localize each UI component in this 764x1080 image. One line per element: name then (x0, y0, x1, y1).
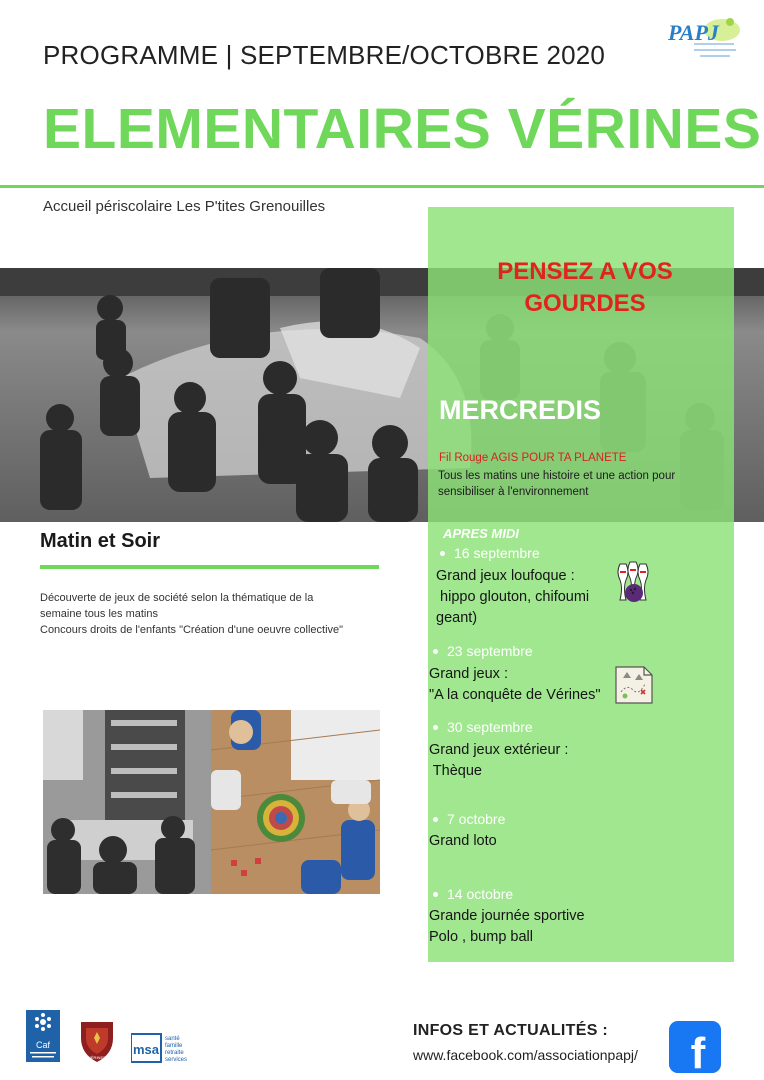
msa-logo (131, 1032, 201, 1064)
event-description (429, 740, 568, 782)
event-description (429, 906, 585, 948)
facebook-icon[interactable] (669, 1021, 721, 1073)
event-date-text: 16 septembre (454, 545, 540, 561)
fil-rouge-description: Tous les matins une histoire et une action pour sensibiliser à l'environnement (438, 470, 676, 498)
page-subtitle: Accueil périscolaire Les P'tites Grenouilles (43, 198, 326, 215)
event-line: Thèque (429, 763, 482, 779)
papj-logo-text: PAPJ (668, 20, 719, 45)
title-divider (0, 185, 764, 188)
msa-line: santé (165, 1036, 180, 1042)
facebook-url-link[interactable]: www.facebook.com/associationpapj/ (413, 1047, 638, 1063)
section-title-matin-soir: Matin et Soir (40, 530, 161, 552)
event-date-text: 7 octobre (447, 811, 506, 827)
msa-line: services (165, 1057, 188, 1063)
section-divider (40, 565, 379, 569)
event-line: Grand jeux : (429, 666, 508, 682)
event-line: hippo glouton, chifoumi (436, 589, 590, 605)
msa-line: retraite (165, 1050, 184, 1056)
fil-rouge-label: Fil Rouge AGIS POUR TA PLANETE (439, 452, 627, 464)
msa-line: famille (165, 1043, 183, 1049)
event-date (433, 811, 505, 827)
verines-logo-text: VÉRINES (88, 1055, 106, 1060)
event-line: Grand jeux extérieur : (429, 742, 569, 758)
collective-artwork-photo (211, 710, 380, 894)
page-title: ELEMENTAIRES VÉRINES (43, 97, 762, 161)
infos-title: INFOS ET ACTUALITÉS : (413, 1022, 609, 1039)
desc-line: Découverte de jeux de société selon la thématique de la (40, 592, 314, 604)
event-line: "A la conquête de Vérines" (429, 687, 601, 703)
event-date (433, 886, 513, 902)
event-line: Grande journée sportive (429, 908, 585, 924)
program-kicker: PROGRAMME | SEPTEMBRE/OCTOBRE 2020 (43, 40, 606, 70)
bowling-icon (612, 560, 654, 606)
event-line: Polo , bump ball (429, 929, 533, 945)
desc-line: Concours droits de l'enfants "Création d'une oeuvre collective" (40, 624, 344, 636)
caf-logo-text: Caf (35, 1040, 51, 1050)
event-line: geant) (436, 610, 478, 626)
event-date (440, 545, 540, 561)
gourdes-reminder: PENSEZ A VOS GOURDES (497, 258, 673, 317)
board-games-photo (43, 710, 211, 894)
event-description (436, 566, 589, 629)
event-date (433, 719, 533, 735)
desc-line: semaine tous les matins (40, 608, 158, 620)
event-description (429, 664, 601, 706)
papj-logo (664, 14, 744, 64)
section-title-mercredis: MERCREDIS (439, 395, 602, 425)
event-description (429, 831, 497, 852)
event-date (433, 643, 533, 659)
matin-soir-description (40, 590, 385, 638)
apres-midi-label: APRES MIDI (443, 526, 519, 541)
verines-crest-logo (78, 1018, 116, 1064)
treasure-map-icon (613, 664, 655, 706)
event-date-text: 30 septembre (447, 719, 533, 735)
event-date-text: 14 octobre (447, 886, 514, 902)
event-line: Grand jeux loufoque : (436, 568, 575, 584)
event-date-text: 23 septembre (447, 643, 533, 659)
caf-logo (26, 1010, 60, 1062)
svg-text:msa: msa (132, 1042, 160, 1057)
facebook-icon-letter: f (690, 1029, 706, 1073)
event-line: Grand loto (429, 833, 497, 849)
